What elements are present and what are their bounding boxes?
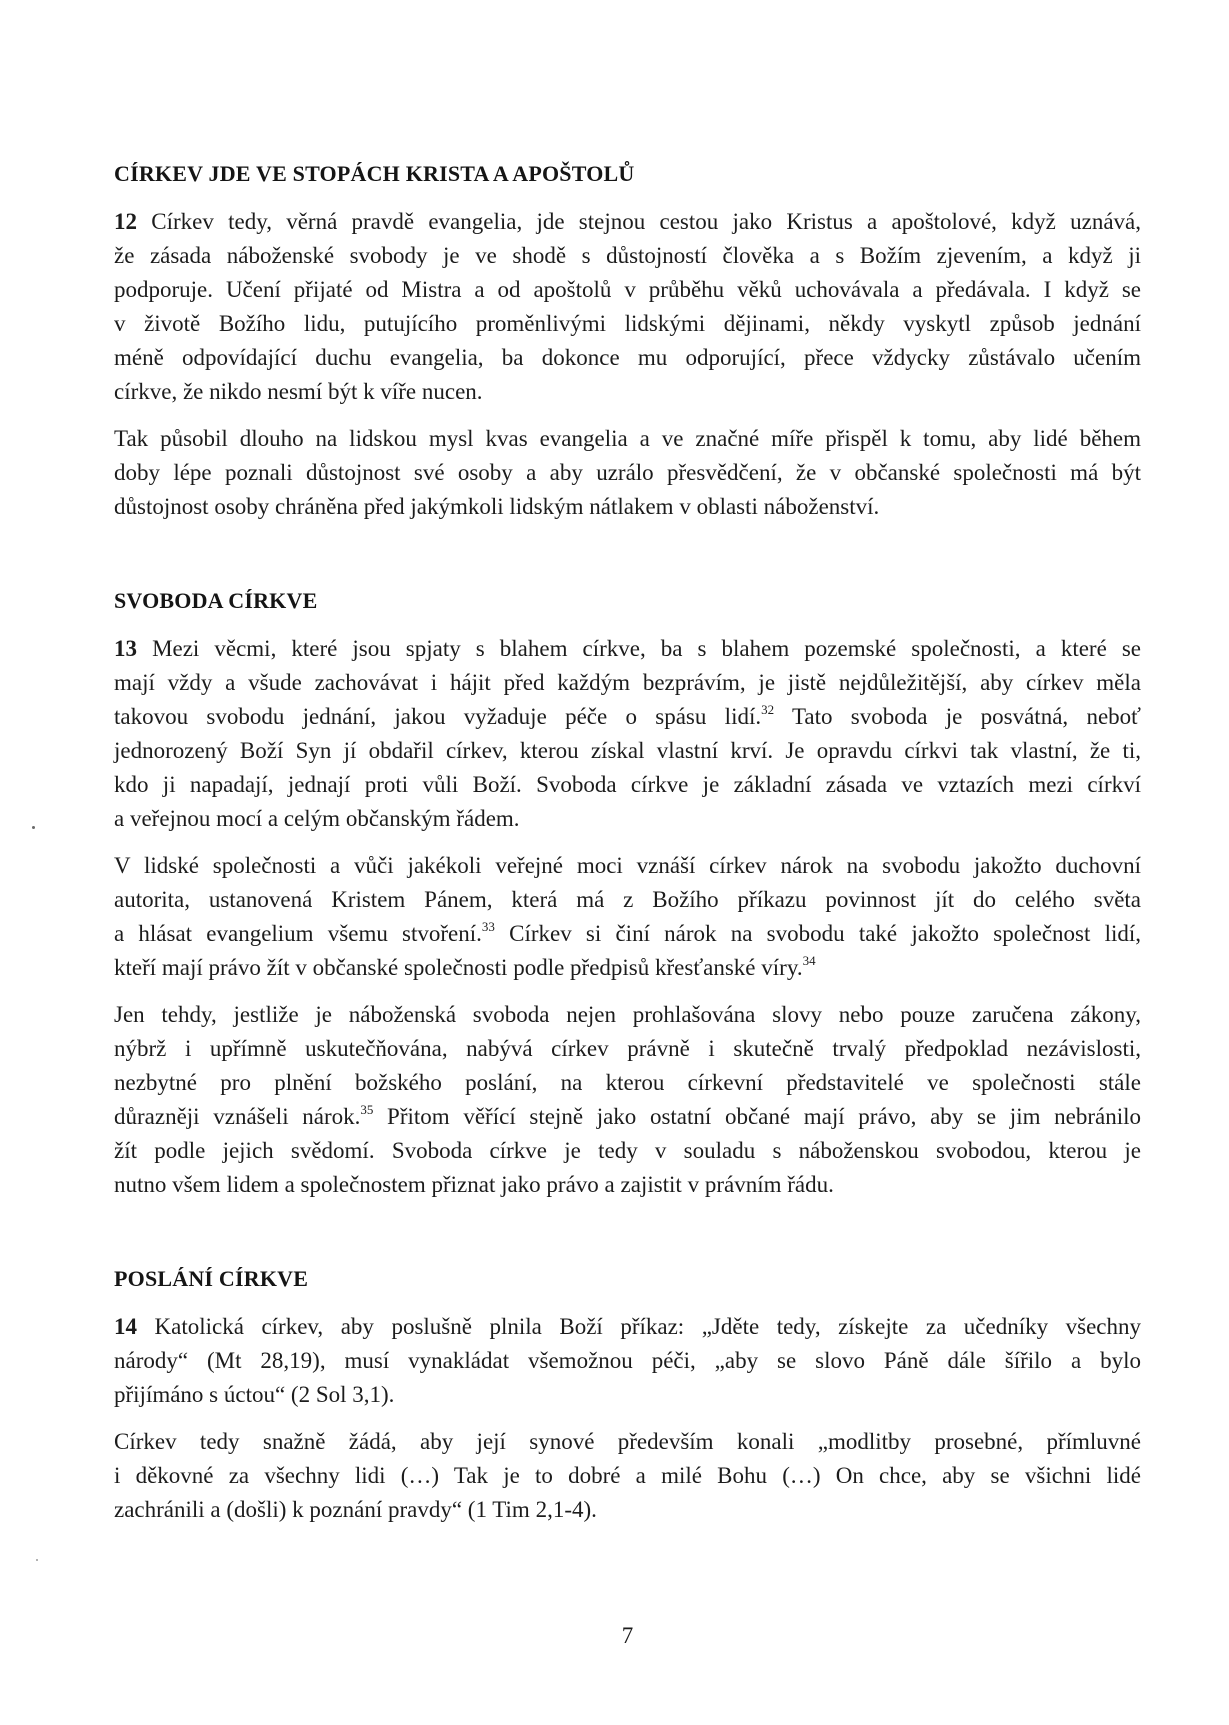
footnote-ref: 35 <box>360 1102 374 1117</box>
line-text: důstojnost osoby chráněna před jakýmkoli lidským nátlakem v oblasti náboženství. <box>114 494 880 519</box>
scan-speck <box>36 1559 38 1561</box>
text-line <box>114 883 1141 917</box>
line-text: jednorozený Boží Syn jí obdařil církev, kterou získal vlastní krví. Je opravdu církvi tak vlastní, že ti, <box>114 738 1141 763</box>
text-line <box>114 700 1141 734</box>
line-text: méně odpovídající duchu evangelia, ba dokonce mu odporující, přece vždycky zůstávalo učením <box>114 345 1141 370</box>
paragraph <box>114 1310 1141 1412</box>
page-number: 7 <box>621 1623 634 1648</box>
line-text: podporuje. Učení přijaté od Mistra a od apoštolů v průběhu věků uchovávala a předávala. I když se <box>114 277 1141 302</box>
text-line <box>114 205 1141 239</box>
paragraph <box>114 998 1141 1202</box>
text-line <box>114 422 1141 456</box>
text-line <box>114 802 1141 836</box>
line-text: Církev tedy, věrná pravdě evangelia, jde stejnou cestou jako Kristus a apoštolové, když uznává, <box>151 209 1141 234</box>
text-line <box>114 273 1141 307</box>
text-line <box>114 1168 1141 1202</box>
line-text: zachránili a (došli) k poznání pravdy“ (1 Tim 2,1-4). <box>114 1497 597 1522</box>
section-heading: CÍRKEV JDE VE STOPÁCH KRISTA A APOŠTOLŮ <box>114 161 635 186</box>
paragraph-number: 12 <box>114 209 137 234</box>
text-line <box>114 1100 1141 1134</box>
section-heading: POSLÁNÍ CÍRKVE <box>114 1266 309 1291</box>
text-line <box>114 1493 1141 1527</box>
line-text: Jen tehdy, jestliže je náboženská svoboda nejen prohlašována slovy nebo pouze zaručena zákony, <box>114 1002 1141 1027</box>
line-text: Katolická církev, aby poslušně plnila Boží příkaz: „Jděte tedy, získejte za učedníky všechny <box>154 1314 1142 1339</box>
document-section <box>114 157 1141 524</box>
line-text: kteří mají právo žít v občanské společnosti podle předpisů křesťanské víry. <box>114 955 803 980</box>
text-line <box>114 1459 1141 1493</box>
text-line <box>114 1378 1141 1412</box>
line-text: církve, že nikdo nesmí být k víře nucen. <box>114 379 483 404</box>
page-body <box>114 157 1141 1527</box>
line-text: doby lépe poznali důstojnost své osoby a aby uzrálo přesvědčení, že v občanské společnosti má být <box>114 460 1141 485</box>
line-text: nezbytné pro plnění božského poslání, na kterou církevní představitelé ve společnosti stále <box>114 1070 1141 1095</box>
text-line <box>114 341 1141 375</box>
line-text: Tato svoboda je posvátná, neboť <box>774 704 1141 729</box>
line-text: a hlásat evangelium všemu stvoření. <box>114 921 482 946</box>
line-text: v životě Božího lidu, putujícího proměnlivými lidskými dějinami, někdy vyskytl způsob jednání <box>114 311 1141 336</box>
text-line <box>114 1344 1141 1378</box>
document-section <box>114 584 1141 1202</box>
text-line <box>114 456 1141 490</box>
line-text: Přitom věřící stejně jako ostatní občané mají právo, aby se jim nebránilo <box>373 1104 1141 1129</box>
line-text: důrazněji vznášeli nárok. <box>114 1104 361 1129</box>
section-heading: SVOBODA CÍRKVE <box>114 588 318 613</box>
scan-speck <box>32 826 35 829</box>
text-line <box>114 666 1141 700</box>
line-text: a veřejnou mocí a celým občanským řádem. <box>114 806 520 831</box>
line-text: že zásada náboženské svobody je ve shodě s důstojností člověka a s Božím zjevením, a když ji <box>114 243 1141 268</box>
footnote-ref: 34 <box>802 953 816 968</box>
paragraph <box>114 1425 1141 1527</box>
line-text: přijímáno s úctou“ (2 Sol 3,1). <box>114 1382 395 1407</box>
line-text: nýbrž i upřímně uskutečňována, nabývá církev právně i skutečně trvalý předpoklad nezávislosti, <box>114 1036 1141 1061</box>
text-line <box>114 849 1141 883</box>
text-line <box>114 490 1141 524</box>
line-text: Církev si činí nárok na svobodu také jakožto společnost lidí, <box>494 921 1141 946</box>
footnote-ref: 32 <box>761 702 775 717</box>
text-line <box>114 1066 1141 1100</box>
paragraph <box>114 205 1141 409</box>
paragraph-number: 14 <box>114 1314 137 1339</box>
line-text: Mezi věcmi, které jsou spjaty s blahem církve, ba s blahem pozemské společnosti, a které se <box>152 636 1142 661</box>
text-line <box>114 307 1141 341</box>
line-text: takovou svobodu jednání, jakou vyžaduje péče o spásu lidí. <box>114 704 762 729</box>
line-text: nutno všem lidem a společnostem přiznat jako právo a zajistit v právním řádu. <box>114 1172 834 1197</box>
line-text: i děkovné za všechny lidi (…) Tak je to dobré a milé Bohu (…) On chce, aby se všichni lidé <box>114 1463 1141 1488</box>
paragraph <box>114 849 1141 985</box>
text-line <box>114 917 1141 951</box>
line-text: žít podle jejich svědomí. Svoboda církve je tedy v souladu s náboženskou svobodou, kterou je <box>114 1138 1141 1163</box>
line-text: kdo ji napadají, jednají proti vůli Boží. Svoboda církve je základní zásada ve vztazích mezi církví <box>114 772 1141 797</box>
text-line <box>114 1134 1141 1168</box>
text-line <box>114 239 1141 273</box>
text-line <box>114 375 1141 409</box>
paragraph-number: 13 <box>114 636 137 661</box>
text-line <box>114 1425 1141 1459</box>
line-text: mají vždy a všude zachovávat i hájit před každým bezprávím, je jistě nejdůležitější, aby církev měla <box>114 670 1141 695</box>
footnote-ref: 33 <box>481 919 495 934</box>
line-text: Tak působil dlouho na lidskou mysl kvas evangelia a ve značné míře přispěl k tomu, aby lidé během <box>114 426 1141 451</box>
line-text: Církev tedy snažně žádá, aby její synové především konali „modlitby prosebné, přímluvné <box>114 1429 1141 1454</box>
document-section <box>114 1262 1141 1527</box>
line-text: národy“ (Mt 28,19), musí vynakládat všemožnou péči, „aby se slovo Páně dále šířilo a bylo <box>114 1348 1141 1373</box>
paragraph <box>114 422 1141 524</box>
line-text: autorita, ustanovená Kristem Pánem, která má z Božího příkazu povinnost jít do celého světa <box>114 887 1141 912</box>
text-line <box>114 768 1141 802</box>
text-line <box>114 998 1141 1032</box>
text-line <box>114 1310 1141 1344</box>
line-text: V lidské společnosti a vůči jakékoli veřejné moci vznáší církev nárok na svobodu jakožto duchovní <box>114 853 1141 878</box>
text-line <box>114 951 1141 985</box>
paragraph <box>114 632 1141 836</box>
text-line <box>114 1032 1141 1066</box>
text-line <box>114 734 1141 768</box>
text-line <box>114 632 1141 666</box>
